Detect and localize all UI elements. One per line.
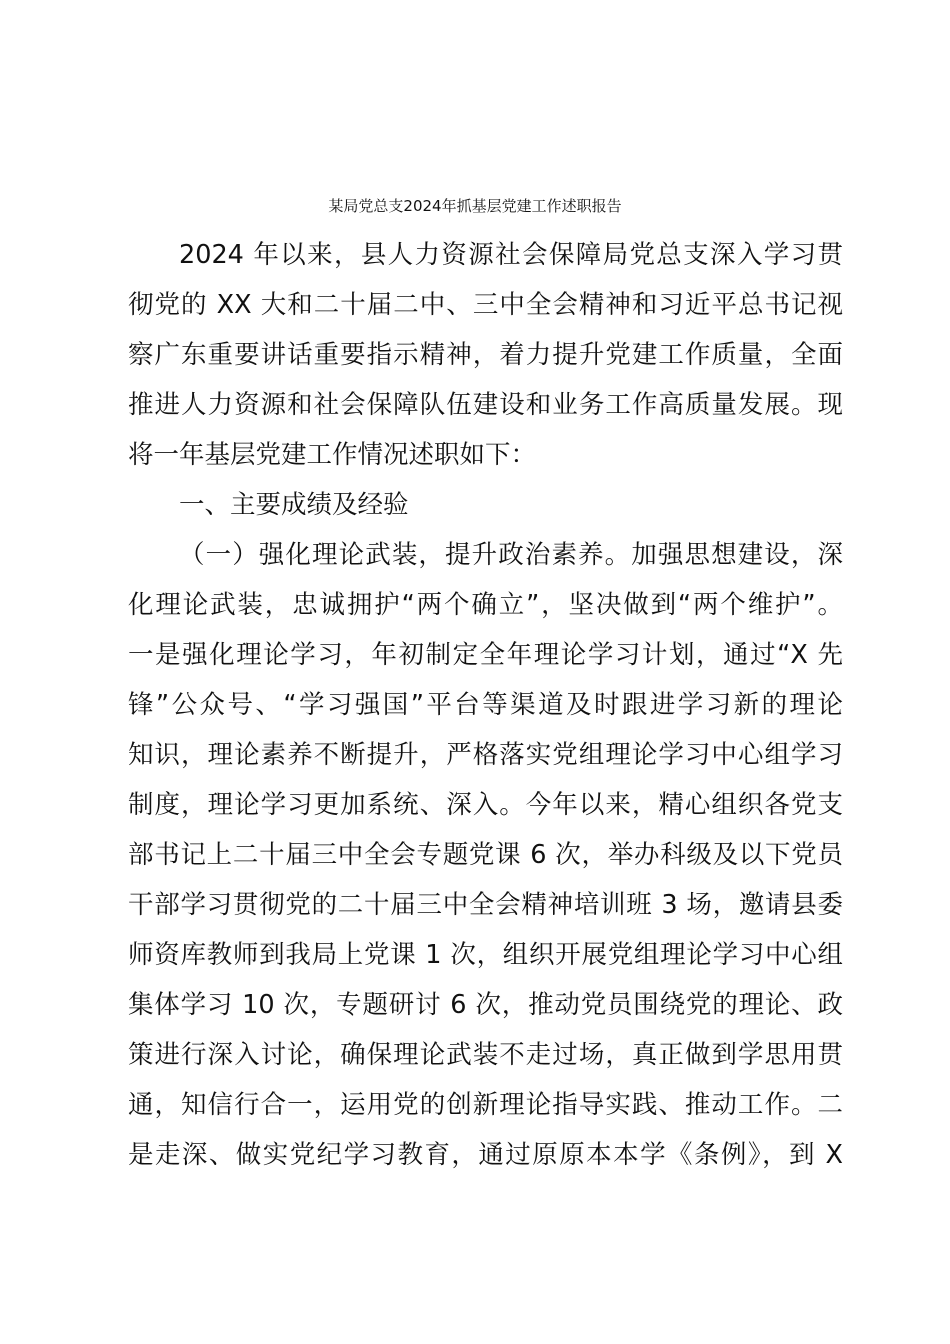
paragraph-line: 制度，理论学习更加系统、深入。今年以来，精心组织各党支 bbox=[128, 790, 843, 820]
paragraph-line: 彻党的 XX 大和二十届二中、三中全会精神和习近平总书记视 bbox=[128, 290, 843, 320]
paragraph-line: 锋”公众号、“学习强国”平台等渠道及时跟进学习新的理论 bbox=[128, 690, 843, 720]
paragraph-line: 部书记上二十届三中全会专题党课 6 次，举办科级及以下党员 bbox=[128, 840, 843, 870]
paragraph-line: 一是强化理论学习，年初制定全年理论学习计划，通过“X 先 bbox=[128, 640, 843, 670]
document-title: 某局党总支2024年抓基层党建工作述职报告 bbox=[328, 197, 622, 215]
paragraph-line: 策进行深入讨论，确保理论武装不走过场，真正做到学思用贯 bbox=[128, 1040, 843, 1070]
paragraph-line: （一）强化理论武装，提升政治素养。加强思想建设，深 bbox=[179, 540, 843, 570]
paragraph-line: 集体学习 10 次，专题研讨 6 次，推动党员围绕党的理论、政 bbox=[128, 990, 843, 1020]
paragraph-line: 是走深、做实党纪学习教育，通过原原本本学《条例》，到 X bbox=[128, 1140, 843, 1170]
paragraph-line: 师资库教师到我局上党课 1 次，组织开展党组理论学习中心组 bbox=[128, 940, 843, 970]
paragraph-line: 通，知信行合一，运用党的创新理论指导实践、推动工作。二 bbox=[128, 1090, 843, 1120]
paragraph-line: 察广东重要讲话重要指示精神，着力提升党建工作质量，全面 bbox=[128, 340, 843, 370]
paragraph-line: 化理论武装，忠诚拥护“两个确立”，坚决做到“两个维护”。 bbox=[128, 590, 843, 620]
section-heading: 一、主要成绩及经验 bbox=[179, 490, 409, 520]
document-body bbox=[128, 230, 843, 1180]
paragraph-line: 推进人力资源和社会保障队伍建设和业务工作高质量发展。现 bbox=[128, 390, 843, 420]
paragraph-line: 将一年基层党建工作情况述职如下： bbox=[128, 440, 537, 470]
paragraph-line: 知识，理论素养不断提升，严格落实党组理论学习中心组学习 bbox=[128, 740, 843, 770]
paragraph-line: 2024 年以来，县人力资源社会保障局党总支深入学习贯 bbox=[179, 240, 843, 270]
paragraph-line: 干部学习贯彻党的二十届三中全会精神培训班 3 场，邀请县委 bbox=[128, 890, 843, 920]
